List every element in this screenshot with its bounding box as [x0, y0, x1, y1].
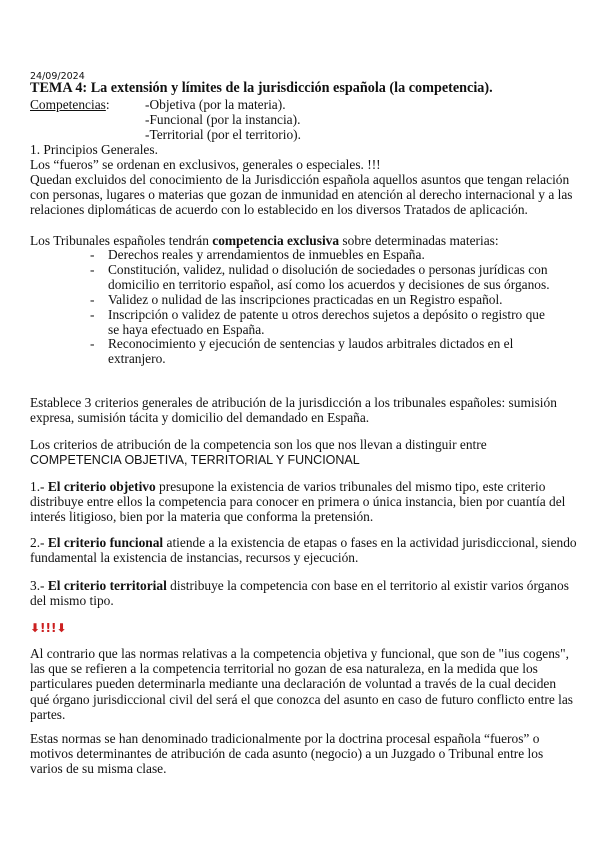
competencias-colon: : — [105, 97, 110, 112]
alert-arrows-icon: ⬇!!!⬇ — [30, 621, 67, 635]
list-item: - Derechos reales y arrendamientos de inmuebles en España. — [30, 248, 550, 263]
exclusive-intro — [30, 233, 578, 248]
criterion-prefix: 2.- — [30, 535, 48, 550]
competencia-item: -Objetiva (por la materia). — [145, 97, 286, 112]
competencias-label: Competencias — [30, 97, 106, 112]
competencias-label-row — [30, 97, 110, 112]
exclusive-intro-before: Los Tribunales españoles tendrán — [30, 233, 213, 248]
attribution-uppercase-line: COMPETENCIA OBJETIVA, TERRITORIAL Y FUNCIONAL — [30, 453, 360, 467]
criterion-funcional — [30, 535, 578, 565]
exclusive-intro-after: sobre determinadas materias: — [339, 233, 499, 248]
criterion-title: El criterio funcional — [47, 535, 164, 550]
exclusive-intro-bold: competencia exclusiva — [212, 233, 340, 248]
criterion-text: atiende a la existencia de etapas o fases en la actividad jurisdiccional, siendo fundamental la existencia de instancias, recursos y ejecución. — [30, 535, 577, 566]
criterion-prefix: 1.- — [30, 479, 48, 494]
list-item: - Constitución, validez, nulidad o disolución de sociedades o personas jurídicas con domicilio en territorio español, así como los acuerdos y decisiones de sus órganos. — [30, 263, 550, 293]
fueros-line: Los “fueros” se ordenan en exclusivos, generales o especiales. !!! — [30, 157, 381, 172]
date: 24/09/2024 — [30, 71, 85, 82]
attribution-line: Los criterios de atribución de la competencia son los que nos llevan a distinguir entre — [30, 437, 487, 452]
criterion-text: distribuye la competencia con base en el territorio al existir varios órganos del mismo tipo. — [30, 578, 569, 609]
criterion-text: presupone la existencia de varios tribunales del mismo tipo, este criterio distribuye entre ellos la competencia para conocer en primera o única instancia, bien por cuantía del interés litigioso, bien por la materia que conforma la pretensión. — [30, 479, 566, 525]
excluded-paragraph: Quedan excluidos del conocimiento de la Jurisdicción española aquellos asuntos que tengan relación con personas, lugares o materias que gozan de inmunidad en atención al derecho internacional y a las relaciones diplomáticas de acuerdo con lo establecido en los diversos Tratados de aplicación. — [30, 172, 573, 218]
criterion-prefix: 3.- — [30, 578, 48, 593]
criterion-title: El criterio objetivo — [47, 479, 156, 494]
criterion-territorial — [30, 578, 578, 608]
page-title: TEMA 4: La extensión y límites de la jurisdicción española (la competencia). — [30, 80, 493, 96]
exclusive-list — [30, 248, 550, 367]
list-item: - Inscripción o validez de patente u otros derechos sujetos a depósito o registro que se haya efectuado en España. — [30, 308, 550, 338]
fueros-paragraph: Estas normas se han denominado tradicionalmente por la doctrina procesal española “fueros” o motivos determinantes de atribución de cada asunto (negocio) a un Juzgado o Tribunal entre los varios de su misma clase. — [30, 731, 544, 777]
contrary-paragraph: Al contrario que las normas relativas a la competencia objetiva y funcional, que son de "ius cogens", las que se refieren a la competencia territorial no gozan de esa naturaleza, en la medida que los particulares pueden determinarla mediante una declaración de voluntad a través de la cual deciden qué órgano jurisdiccional civil del será el que conozca del asunto en caso de futuro conflicto entre las partes. — [30, 646, 573, 722]
section-heading: 1. Principios Generales. — [30, 142, 158, 157]
criterion-objetivo — [30, 479, 578, 525]
criteria-paragraph: Establece 3 criterios generales de atribución de la jurisdicción a los tribunales españoles: sumisión expresa, sumisión tácita y domicilio del demandado en España. — [30, 395, 557, 426]
list-item: - Validez o nulidad de las inscripciones practicadas en un Registro español. — [30, 293, 550, 308]
criterion-title: El criterio territorial — [47, 578, 167, 593]
competencia-item: -Territorial (por el territorio). — [145, 127, 301, 142]
competencia-item: -Funcional (por la instancia). — [145, 112, 301, 127]
list-item: - Reconocimiento y ejecución de sentencias y laudos arbitrales dictados en el extranjero. — [30, 337, 550, 367]
